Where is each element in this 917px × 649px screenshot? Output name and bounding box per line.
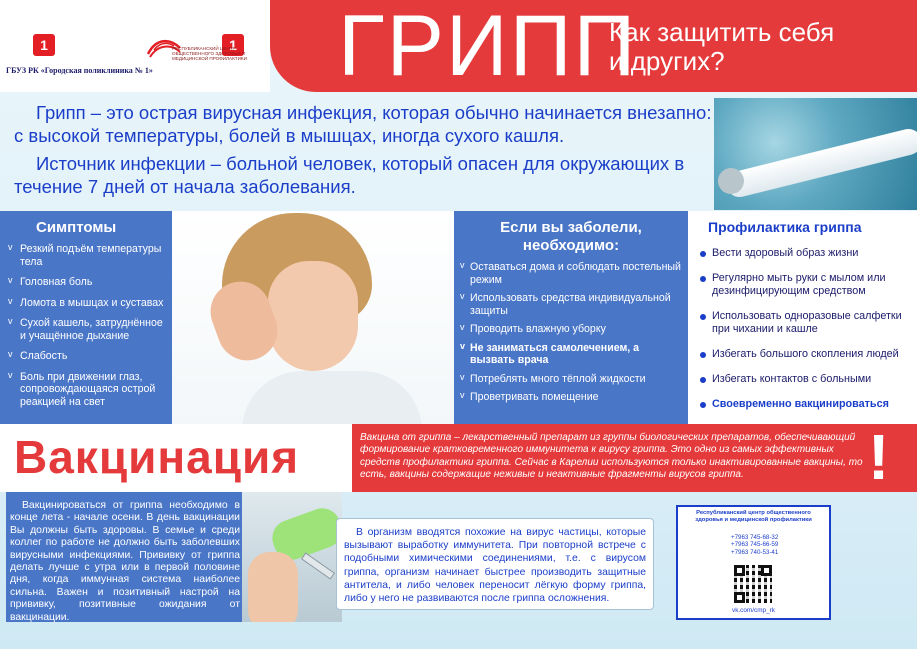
center-logo-icon: 1: [222, 34, 244, 56]
symptom-item: v Сухой кашель, затруднённое и учащённое дыхание: [8, 317, 168, 342]
symptom-item: v Головная боль: [8, 276, 168, 289]
prevention-item: Вести здоровый образ жизни: [700, 247, 914, 260]
if-sick-item: v Потреблять много тёплой жидкости: [460, 373, 682, 386]
vaccination-title: Вакцинация: [14, 431, 300, 483]
qr-corner: [734, 565, 745, 576]
symptom-item: v Слабость: [8, 350, 168, 363]
thermometer-image: [714, 98, 917, 210]
if-sick-item: v Проветривать помещение: [460, 391, 682, 404]
page-title: ГРИПП: [338, 0, 638, 94]
prevention-item: Избегать большого скопления людей: [700, 348, 914, 361]
if-sick-item: v Оставаться дома и соблюдать постельный режим: [460, 261, 682, 286]
contact-phones: +7963 745-68-32 +7963 745-66-59 +7963 740-53-41: [731, 534, 779, 556]
prevention-panel: [688, 211, 917, 424]
woman-headache-image: [172, 211, 454, 424]
if-sick-item: v Не заниматься самолечением, а вызвать врача: [460, 342, 682, 367]
prevention-list: [700, 247, 914, 423]
symptoms-list: [8, 243, 168, 416]
contact-organization: Республиканский центр общественного здоровья и медицинской профилактики: [695, 510, 812, 523]
exclamation-mark: !: [868, 421, 890, 493]
if-sick-item: v Проводить влажную уборку: [460, 323, 682, 336]
symptoms-panel: [0, 211, 172, 424]
prevention-item: Использовать одноразовые салфетки при чихании и кашле: [700, 310, 914, 336]
qr-corner: [734, 592, 745, 603]
prevention-item: Регулярно мыть руки с мылом или дезинфицирующим средством: [700, 272, 914, 298]
contact-vk-link[interactable]: vk.com/cmp_rk: [732, 607, 775, 614]
symptom-item: v Резкий подъём температуры тела: [8, 243, 168, 268]
prevention-title: Профилактика гриппа: [708, 219, 862, 235]
center-caption: РЕСПУБЛИКАНСКИЙ ЦЕНТР ОБЩЕСТВЕННОГО ЗДОРОВЬЯ И МЕДИЦИНСКОЙ ПРОФИЛАКТИКИ: [172, 46, 247, 62]
intro-paragraph-definition: Грипп – это острая вирусная инфекция, которая обычно начинается внезапно: с высокой температуры, болей в мышцах, иногда сухого кашля.: [14, 102, 712, 146]
vaccination-advice-text: Вакцинироваться от гриппа необходимо в конце лета - начале осени. В день вакцинации Вы должны быть здоровы. В семье и среди коллег по работе не должно быть заболевших вирусными инфекциями. Прививку от гриппа делать лучше с утра или в первой половине дня, когда иммунная система наиболее сильна. Важен и позитивный настрой на прививку, позитивные ожидания от вакцинации.: [10, 500, 240, 623]
symptom-item: v Ломота в мышцах и суставах: [8, 297, 168, 310]
vaccination-description: Вакцина от гриппа – лекарственный препарат из группы биологических препаратов, обеспечивающий формирование кратковременного иммунитета к вирусу гриппа. Это одно из самых эффективных средств профилактики гриппа. Сейчас в Карелии используются только инактивированные вакцины, то есть, вакцины содержащие неживые и неактивные фрагменты вирусов гриппа.: [360, 432, 863, 480]
prevention-item: Своевременно вакцинироваться: [700, 398, 914, 411]
qr-corner: [761, 565, 772, 576]
symptoms-title: Симптомы: [36, 219, 117, 236]
page-subtitle: Как защитить себя и других?: [609, 17, 835, 76]
polyclinic-logo-icon: 1: [33, 34, 55, 56]
symptom-item: v Боль при движении глаз, сопровождающаяся острой реакцией на свет: [8, 371, 168, 409]
if-sick-panel: [454, 211, 688, 424]
if-sick-list: [460, 261, 682, 410]
polyclinic-caption: ГБУЗ РК «Городская поликлиника № 1»: [6, 66, 153, 75]
immunity-info-text: В организм вводятся похожие на вирус частицы, которые вызывают выработку иммунитета. При повторной встрече с подобными химическими соединениями, т.е. с вирусом гриппа, организм начинает быстрее производить защитные антитела, и либо человек переносит лёгкую форму гриппа, либо у него не развиваются после гриппа осложнения.: [344, 527, 646, 605]
prevention-item: Избегать контактов с больными: [700, 373, 914, 386]
if-sick-title: Если вы заболели, необходимо:: [500, 219, 642, 254]
intro-paragraph-source: Источник инфекции – больной человек, который опасен для окружающих в течение 7 дней от начала заболевания.: [14, 153, 685, 197]
injection-image: [242, 492, 342, 622]
if-sick-item: v Использовать средства индивидуальной защиты: [460, 292, 682, 317]
